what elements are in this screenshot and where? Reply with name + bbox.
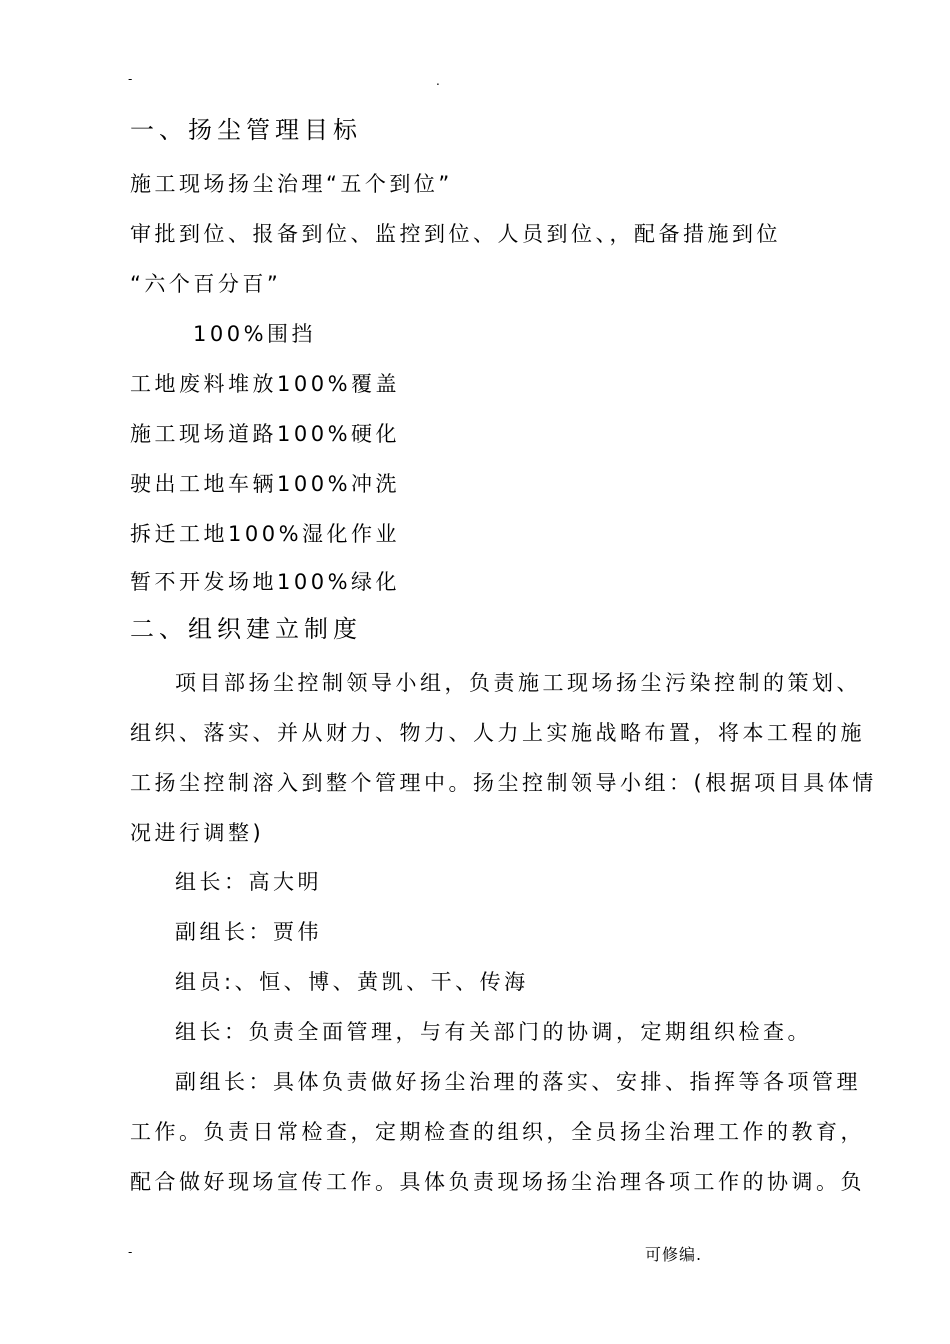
target-item-1: 100%围挡 [193,322,317,346]
section1-title: 一、扬尘管理目标 [130,116,362,144]
footer-text: 可修编. [645,1245,703,1264]
para1-line3: 工扬尘控制溶入到整个管理中。扬尘控制领导小组：(根据项目具体情 [130,771,877,795]
deputy-line: 副组长：贾伟 [175,920,322,944]
section1-line1: 施工现场扬尘治理“五个到位” [130,172,453,196]
section2-title: 二、组织建立制度 [130,615,362,643]
header-mark-left: - [128,72,133,86]
deputy-duty-line2: 工作。负责日常检查，定期检查的组织，全员扬尘治理工作的教育， [130,1120,865,1144]
deputy-duty-line1: 副组长：具体负责做好扬尘治理的落实、安排、指挥等各项管理 [175,1070,861,1094]
members-line: 组员:、恒、博、黄凯、干、传海 [175,970,529,994]
para1-line1: 项目部扬尘控制领导小组，负责施工现场扬尘污染控制的策划、 [175,671,861,695]
leader-line: 组长：高大明 [175,870,322,894]
target-item-5: 拆迁工地100%湿化作业 [130,522,401,546]
para1-line2: 组织、落实、并从财力、物力、人力上实施战略布置，将本工程的施 [130,721,865,745]
footer-mark-left: - [128,1245,133,1259]
deputy-duty-line3: 配合做好现场宣传工作。具体负责现场扬尘治理各项工作的协调。负 [130,1170,865,1194]
target-item-3: 施工现场道路100%硬化 [130,422,401,446]
header-mark-right: . [436,74,440,88]
leader-duty-line: 组长：负责全面管理，与有关部门的协调，定期组织检查。 [175,1020,812,1044]
target-item-2: 工地废料堆放100%覆盖 [130,372,401,396]
section1-line2: 审批到位、报备到位、监控到位、人员到位、，配备措施到位 [130,222,781,246]
section1-line3: “六个百分百” [130,272,282,296]
target-item-6: 暂不开发场地100%绿化 [130,570,401,594]
target-item-4: 驶出工地车辆100%冲洗 [130,472,401,496]
para1-line4: 况进行调整) [130,821,265,845]
